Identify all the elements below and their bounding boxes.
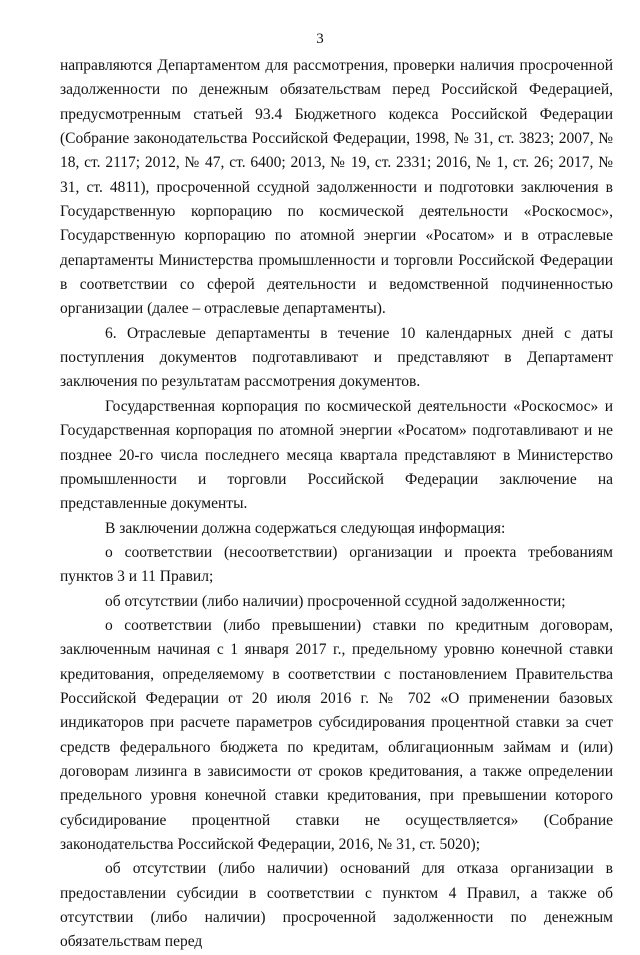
paragraph-credit-rate: о соответствии (либо превышении) ставки по кредитным договорам, заключенным начиная с 1 января 2017 г., предельному уровню конечной ставки кредитования, определяемому в соответствии с постановлением Правительства Российской Федерации от 20 июля 2016 г. № 702 «О применении базовых индикаторов при расчете параметров субсидирования процентной ставки за счет средств федерального бюджета по кредитам, облигационным займам и (или) договорам лизинга в зависимости от сроков кредитования, а также определении предельного уровня конечной ставки кредитования, при превышении которого субсидирование процентной ставки не осуществляется» (Собрание законодательства Российской Федерации, 2016, № 31, ст. 5020);: [60, 616, 613, 853]
page-number: 3: [316, 31, 324, 47]
paragraph-conclusion-contents: В заключении должна содержаться следующая информация:: [105, 519, 506, 537]
paragraph-refusal-grounds: об отсутствии (либо наличии) оснований для отказа организации в предоставлении субсидии в соответствии с пунктом 4 Правил, а также об отсутствии (либо наличии) просроченной задолженности по денежным обязательствам перед: [60, 860, 613, 951]
paragraph-compliance-requirements: о соответствии (несоответствии) организации и проекта требованиям пунктов 3 и 11 Правил;: [60, 543, 613, 586]
paragraph-corporations-conclusion: Государственная корпорация по космической деятельности «Роскосмос» и Государственная корпорация по атомной энергии «Росатом» подготавливают и не позднее 20-го числа последнего месяца квартала представляют в Министерство промышленности и торговли Российской Федерации заключение на представленные документы.: [60, 397, 613, 513]
paragraph-continuation: направляются Департаментом для рассмотрения, проверки наличия просроченной задолженности по денежным обязательствам перед Российской Федерацией, предусмотренным статьей 93.4 Бюджетного кодекса Российской Федерации (Собрание законодательства Российской Федерации, 1998, № 31, ст. 3823; 2007, № 18, ст. 2117; 2012, № 47, ст. 6400; 2013, № 19, ст. 2331; 2016, № 1, ст. 26; 2017, № 31, ст. 4811), просроченной ссудной задолженности и подготовки заключения в Государственную корпорацию по космической деятельности «Роскосмос», Государственную корпорацию по атомной энергии «Росатом» и в отраслевые департаменты Министерства промышленности и торговли Российской Федерации в соответствии со сферой деятельности и ведомственной подчиненностью организации (далее – отраслевые департаменты).: [60, 57, 613, 318]
paragraph-item-6: 6. Отраслевые департаменты в течение 10 календарных дней с даты поступления документов подготавливают и представляют в Департамент заключения по результатам рассмотрения документов.: [60, 324, 613, 391]
paragraph-loan-debt: об отсутствии (либо наличии) просроченной ссудной задолженности;: [105, 592, 566, 610]
document-body: [60, 54, 613, 955]
